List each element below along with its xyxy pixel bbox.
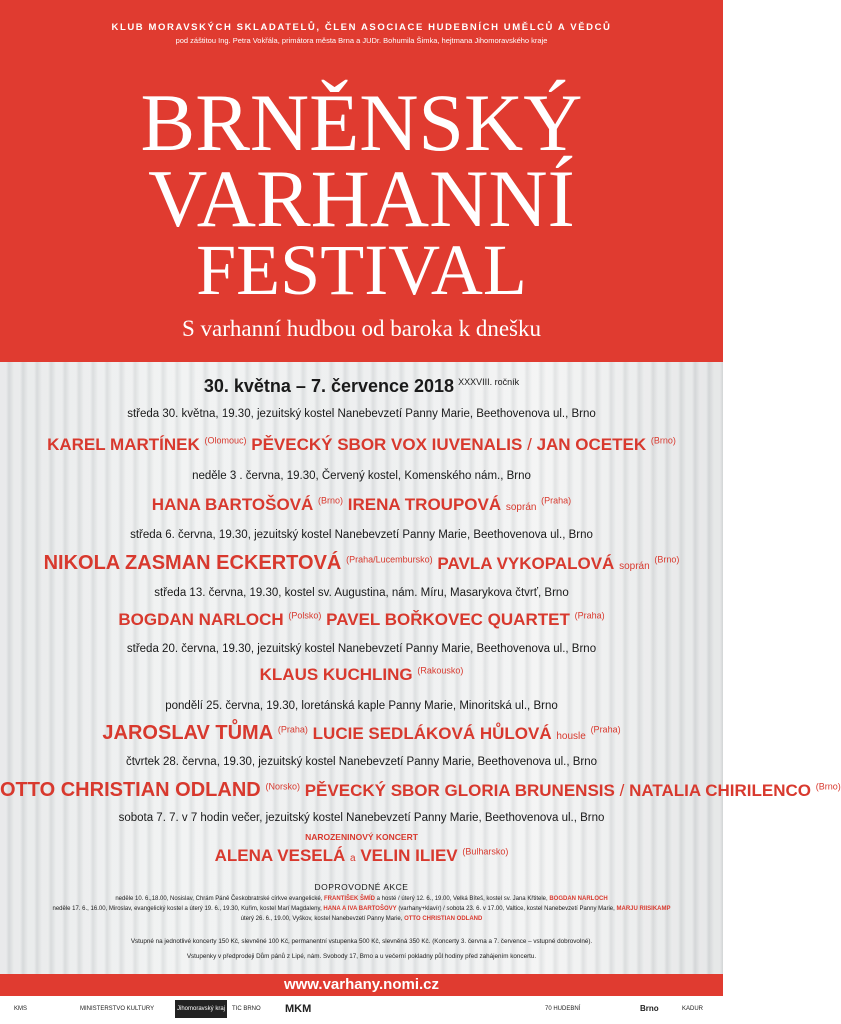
performer-name: IRENA TROUPOVÁ [347,495,502,514]
performer-origin: (Brno) [654,554,680,565]
concert-3-performers [0,552,723,575]
separator: / [527,435,532,454]
performer-name: NIKOLA ZASMAN ECKERTOVÁ [43,552,342,574]
festival-dates [0,376,723,397]
concert-2-venue: neděle 3 . června, 19.30, Červený kostel, Komenského nám., Brno [192,470,531,482]
concert-7-performers [0,779,841,802]
performer-name: KLAUS KUCHLING [259,665,413,684]
event-text: (varhany+klavír) / sobota 23. 6. v 17.00, Valtice, kostel Nanebevzetí Panny Marie, [398,906,615,912]
concert-3-venue: středa 6. června, 19.30, jezuitský kostel Nanebevzetí Panny Marie, Beethovenova ul., Brno [130,529,593,541]
partner-logo-70: 70 HUDEBNÍ [545,1006,581,1012]
performer-origin: (Praha) [590,724,621,735]
performer-origin: (Bulharsko) [462,846,509,857]
event-performer: FRANTIŠEK ŠMÍD [324,896,375,902]
concert-6-performers [0,722,723,745]
concert-8-label: NAROZENINOVÝ KONCERT [305,832,418,842]
concert-6-venue: pondělí 25. června, 19.30, loretánská kaple Panny Marie, Minoritská ul., Brno [165,700,558,712]
title-line-3: FESTIVAL [196,230,527,310]
performer-name: JAN OCETEK [536,435,647,454]
event-performer: BOGDAN NARLOCH [549,896,608,902]
partner-logo-mkm: MKM [285,1003,312,1015]
concert-5-venue: středa 20. června, 19.30, jezuitský kostel Nanebevzetí Panny Marie, Beethovenova ul., Brno [126,643,597,655]
performer-role: soprán [619,561,650,572]
performer-origin: (Brno) [650,435,676,446]
website-link[interactable]: www.varhany.nomi.cz [283,976,440,993]
accompanying-line-1 [0,896,723,902]
performer-name: PĚVECKÝ SBOR GLORIA BRUNENSIS [304,781,615,800]
performer-origin: (Polsko) [288,610,322,621]
performer-name: HANA BARTOŠOVÁ [151,495,314,514]
partner-logo-kms: KMS [14,1006,28,1012]
accompanying-title: DOPROVODNÉ AKCE [314,882,409,892]
performer-origin: (Praha) [574,610,605,621]
event-performer: MARJU RIISIKAMP [616,906,671,912]
partner-logo-brno: Brno [640,1004,659,1013]
event-text: a hosté / úterý 12. 6., 19.00, Velká Bíteš, kostel sv. Jana Křtitele, [376,896,548,902]
performer-origin: (Praha) [277,724,308,735]
patronage-line: pod záštitou Ing. Petra Vokřála, primátora města Brna a JUDr. Bohumila Šimka, hejtmana Jihomoravského kraje [175,36,548,45]
performer-name: PĚVECKÝ SBOR VOX IUVENALIS [251,435,523,454]
performer-origin: (Praha/Lucembursko) [346,554,433,565]
partner-logo-region: Jihomoravský kraj [175,1000,227,1018]
performer-role: soprán [505,502,537,513]
separator: / [619,781,625,800]
edition-label: XXXVIII. ročník [458,377,520,387]
performer-origin: (Brno) [318,495,344,506]
performer-name: ALENA VESELÁ [214,846,346,865]
performer-name: BOGDAN NARLOCH [118,610,284,629]
concert-7-venue: čtvrtek 28. června, 19.30, jezuitský kostel Nanebevzetí Panny Marie, Beethovenova ul., Brno [125,756,598,768]
concert-1-performers [0,435,723,455]
performer-origin: (Brno) [815,781,841,792]
presale-info: Vstupenky v předprodeji Dům pánů z Lipé, nám. Svobody 17, Brno a u večerní pokladny půl hodiny před zahájením koncertu. [186,953,537,960]
performer-origin: (Olomouc) [204,435,247,446]
performer-name: LUCIE SEDLÁKOVÁ HŮLOVÁ [312,724,552,743]
performer-name: JAROSLAV TŮMA [102,722,274,744]
performer-name: VELIN ILIEV [360,846,458,865]
performer-origin: (Rakousko) [417,665,464,676]
event-text: neděle 17. 6., 16.00, Miroslav, evangelický kostel a úterý 19. 6., 19.30, Kuřim, kostel Marí Magdaleny, [52,906,322,912]
partner-logos [0,996,723,1024]
event-performer: OTTO CHRISTIAN ODLAND [404,916,483,922]
concert-8-performers [0,846,723,866]
title-line-1: BRNĚNSKÝ [140,77,583,168]
accompanying-line-2 [0,906,723,912]
header-banner [0,0,723,362]
accompanying-line-3 [0,916,723,922]
performer-name: OTTO CHRISTIAN ODLAND [0,779,261,801]
organizer-line: KLUB MORAVSKÝCH SKLADATELŮ, ČLEN ASOCIACE HUDEBNÍCH UMĚLCŮ A VĚDCŮ [111,22,612,33]
event-performer: HANA A IVA BARTOŠOVY [323,906,397,912]
title-line-2: VARHANNÍ [148,153,575,244]
website-banner [0,974,723,996]
performer-name: PAVEL BOŘKOVEC QUARTET [326,610,570,629]
concert-2-performers [0,495,723,515]
festival-subtitle: S varhanní hudbou od baroka k dnešku [182,316,541,341]
concert-8-venue: sobota 7. 7. v 7 hodin večer, jezuitský kostel Nanebevzetí Panny Marie, Beethovenova ul., Brno [118,812,605,824]
partner-logo-tic: TIC BRNO [232,1006,261,1012]
performer-origin: (Praha) [541,495,572,506]
concert-5-performers [0,665,723,685]
date-range: 30. května – 7. července 2018 [203,376,455,396]
performer-name: PAVLA VYKOPALOVÁ [437,554,615,573]
performer-name: NATALIA CHIRILENCO [629,781,812,800]
performer-name: KAREL MARTÍNEK [47,435,200,454]
event-text: neděle 10. 6.,18.00, Nosislav, Chrám Páně Českobratrské církve evangelické, [115,896,323,902]
partner-logo-radio: KADUR [682,1006,704,1012]
event-text: úterý 26. 6., 19.00, Vyškov, kostel Nanebevzetí Panny Marie, [240,916,403,922]
performer-origin: (Norsko) [265,781,300,792]
conjunction: a [350,853,356,864]
partner-logo-ministry: MINISTERSTVO KULTURY [80,1006,155,1012]
ticket-prices: Vstupné na jednotlivé koncerty 150 Kč, slevněné 100 Kč, permanentní vstupenka 500 Kč, slevněná 350 Kč. (Koncerty 3. června a 7. července – vstupné dobrovolné). [130,938,593,945]
concert-1-venue: středa 30. května, 19.30, jezuitský kostel Nanebevzetí Panny Marie, Beethovenova ul., Brno [127,408,596,420]
performer-role: housle [556,731,586,742]
concert-4-performers [0,610,723,630]
concert-4-venue: středa 13. června, 19.30, kostel sv. Augustina, nám. Míru, Masarykova čtvrť, Brno [154,587,569,599]
